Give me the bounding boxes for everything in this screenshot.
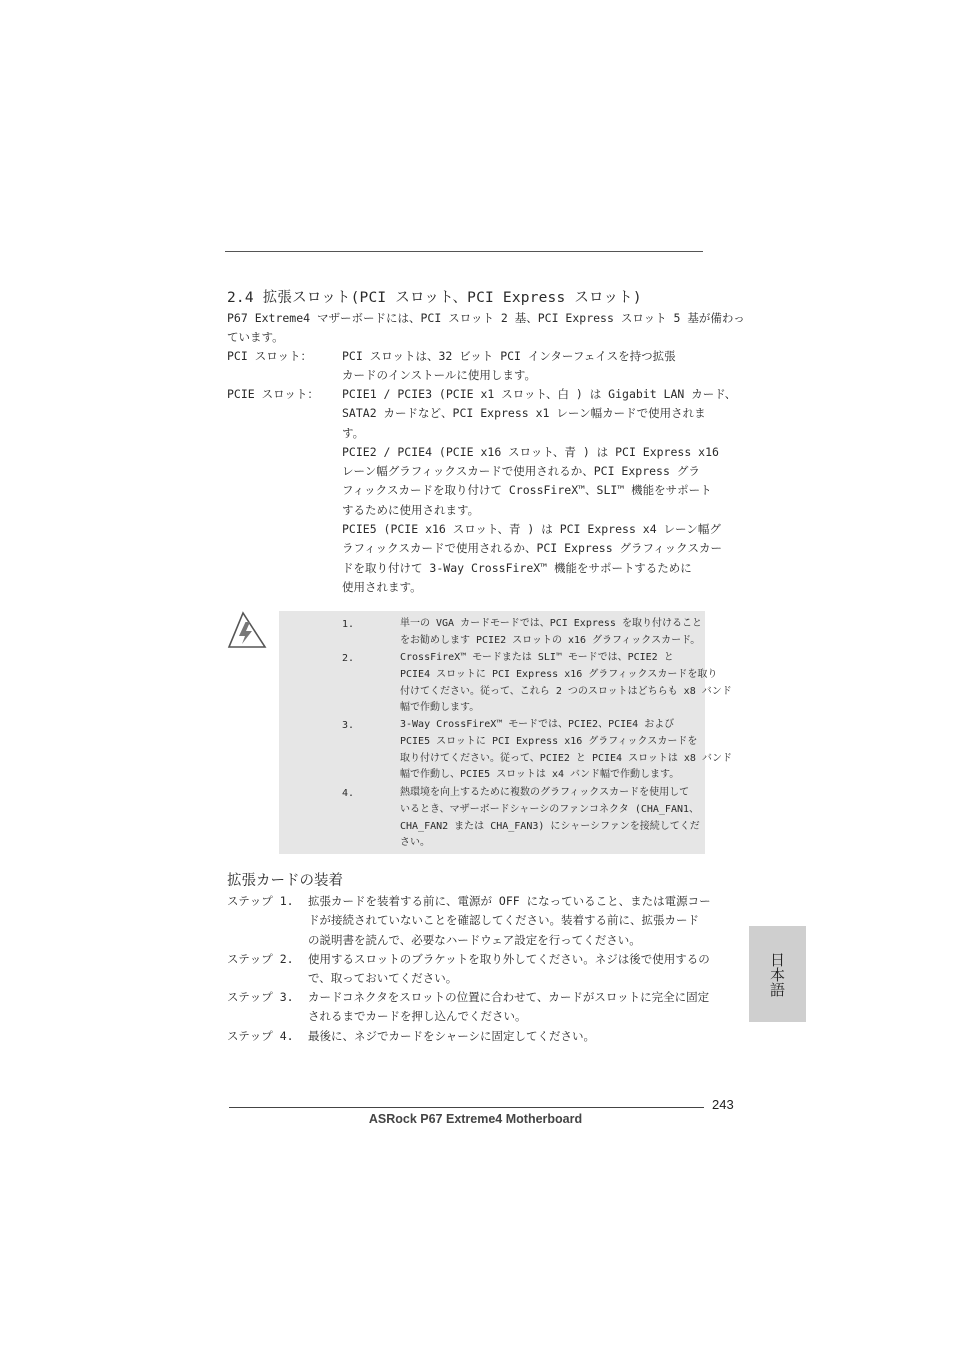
note-text: CrossFireX™ モードまたは SLI™ モードでは、PCIE2 と PCIE4 スロットに PCI Express x16 グラフィックスカードを取り 付けてください。従って、これら 2 つのスロットはどちらも x8 バンド 幅で作動します。 bbox=[400, 652, 732, 714]
step-text: 最後に、ネジでカードをシャーシに固定してください。 bbox=[308, 1029, 596, 1043]
step-text: 使用するスロットのブラケットを取り外してください。ネジは後で使用するの で、取っておいてください。 bbox=[308, 952, 710, 986]
section-title: 2.4 拡張スロット(PCI スロット、PCI Express スロット) bbox=[227, 290, 642, 306]
step-label: ステップ 4. bbox=[227, 1029, 294, 1043]
pcie-slot-description: PCIE1 / PCIE3 (PCIE x1 スロット、白 ) は Gigabit LAN カード、 SATA2 カードなど、PCI Express x1 レーン幅カードで使用されま す。 PCIE2 / PCIE4 (PCIE x16 スロット、青 ) は PCI Express x16 レーン幅グラフィックスカードで使用されるか、PCI Express グラ フィックスカードを取り付けて CrossFireX™、SLI™ 機能をサポート するために使用されます。 PCIE5 (PCIE x16 スロット、青 ) は PCI Express x4 レーン幅グ ラフィックスカードで使用されるか、PCI Express グラフィックスカー ドを取り付けて 3-Way CrossFireX™ 機能をサポートするために 使用されます。 bbox=[342, 387, 737, 594]
install-section-title: 拡張カードの装着 bbox=[227, 873, 343, 889]
intro-paragraph: P67 Extreme4 マザーボードには、PCI スロット 2 基、PCI Express スロット 5 基が備わっ ています。 bbox=[227, 311, 745, 345]
bottom-divider bbox=[229, 1107, 704, 1108]
step-text: カードコネクタをスロットの位置に合わせて、カードがスロットに完全に固定 されるまでカードを押し込んでください。 bbox=[308, 990, 710, 1024]
step-label: ステップ 1. bbox=[227, 894, 294, 908]
top-divider bbox=[225, 251, 703, 252]
page-number: 243 bbox=[712, 1097, 734, 1112]
warning-icon bbox=[226, 609, 268, 651]
note-number: 4. bbox=[342, 788, 355, 799]
note-text: 3-Way CrossFireX™ モードでは、PCIE2、PCIE4 および PCIE5 スロットに PCI Express x16 グラフィックスカードを 取り付けてください。従って、PCIE2 と PCIE4 スロットは x8 バンド 幅で作動し、PCIE5 スロットは x4 バンド幅で作動します。 bbox=[400, 719, 732, 781]
pci-slot-label: PCI スロット： bbox=[227, 349, 312, 363]
step-label: ステップ 2. bbox=[227, 952, 294, 966]
note-number: 2. bbox=[342, 653, 355, 664]
language-tab-label: 日本語 bbox=[768, 951, 786, 997]
pci-slot-description: PCI スロットは、32 ビット PCI インターフェイスを持つ拡張 カードのインストールに使用します。 bbox=[342, 349, 676, 383]
note-text: 単一の VGA カードモードでは、PCI Express を取り付けること をお勧めします PCIE2 スロットの x16 グラフィックスカード。 bbox=[400, 618, 702, 646]
pcie-slot-label: PCIE スロット： bbox=[227, 387, 319, 401]
note-number: 1. bbox=[342, 619, 355, 630]
step-text: 拡張カードを装着する前に、電源が OFF になっていること、または電源コー ドが接続されていないことを確認してください。装着する前に、拡張カード の説明書を読んで、必要なハードウェア設定を行ってください。 bbox=[308, 894, 711, 947]
note-text: 熱環境を向上するために複数のグラフィックスカードを使用して いるとき、マザーボードシャーシのファンコネクタ (CHA_FAN1、 CHA_FAN2 または CHA_FAN3) にシャーシファンを接続してくだ さい。 bbox=[400, 787, 700, 849]
note-number: 3. bbox=[342, 720, 355, 731]
step-label: ステップ 3. bbox=[227, 990, 294, 1004]
footer-text: ASRock P67 Extreme4 Motherboard bbox=[368, 1112, 583, 1126]
language-tab bbox=[749, 926, 806, 1022]
